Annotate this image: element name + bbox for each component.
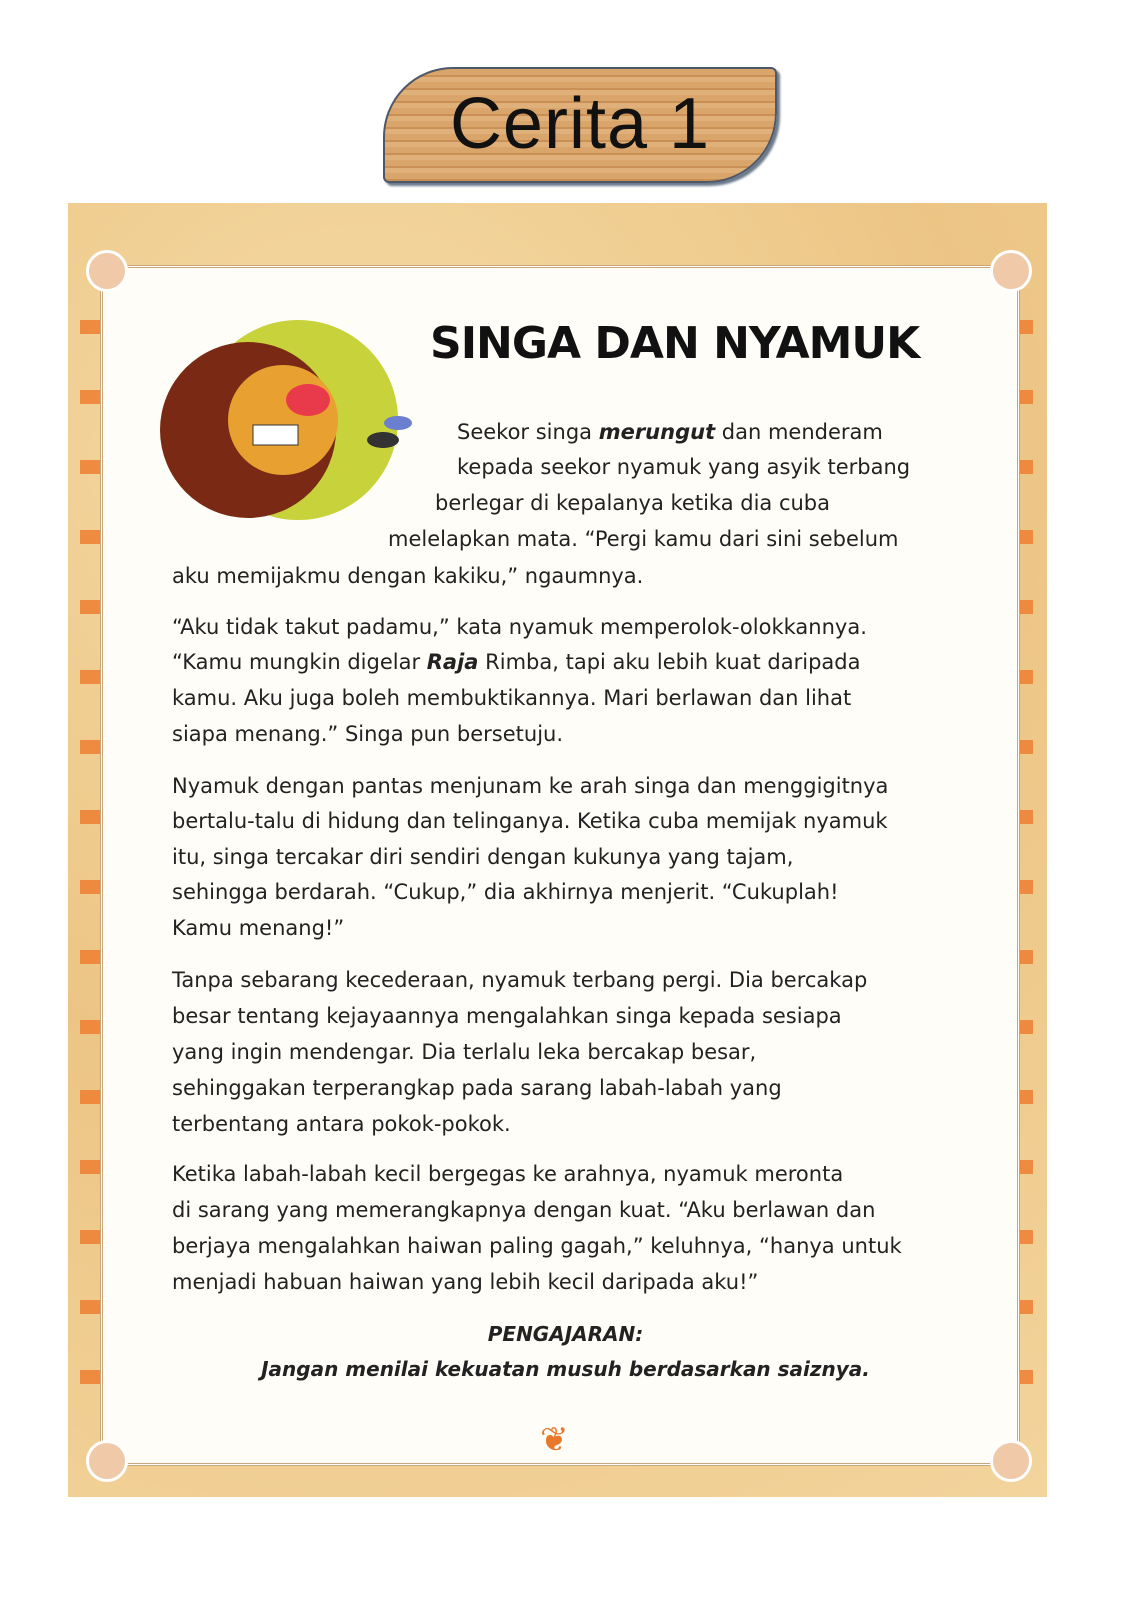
text-segment: berlegar di kepalanya ketika dia cuba bbox=[435, 491, 831, 515]
story-line bbox=[172, 880, 839, 904]
emphasis-word: Raja bbox=[426, 650, 479, 674]
story-line bbox=[172, 968, 867, 992]
text-segment: sehingga berdarah. “Cukup,” dia akhirnya menjerit. “Cukuplah! bbox=[172, 880, 839, 904]
story-line bbox=[172, 916, 344, 940]
corner-ornament bbox=[86, 1440, 128, 1482]
story-line bbox=[172, 650, 860, 674]
text-segment: Tanpa sebarang kecederaan, nyamuk terbang pergi. Dia bercakap bbox=[172, 968, 868, 992]
text-segment: Kamu menang!” bbox=[172, 916, 345, 940]
text-segment: Ketika labah-labah kecil bergegas ke arahnya, nyamuk meronta bbox=[172, 1162, 844, 1186]
text-segment: menjadi habuan haiwan yang lebih kecil daripada aku!” bbox=[172, 1270, 759, 1294]
text-segment: terbentang antara pokok-pokok. bbox=[172, 1112, 511, 1136]
story-line bbox=[172, 1270, 758, 1294]
corner-ornament bbox=[990, 1440, 1032, 1482]
text-segment: besar tentang kejayaannya mengalahkan singa kepada sesiapa bbox=[172, 1004, 842, 1028]
corner-ornament bbox=[990, 250, 1032, 292]
moral-text: Jangan menilai kekuatan musuh berdasarkan saiznya. bbox=[261, 1357, 870, 1381]
story-line bbox=[172, 1112, 511, 1136]
text-segment: di sarang yang memerangkapnya dengan kuat. “Aku berlawan dan bbox=[172, 1198, 876, 1222]
text-segment: kamu. Aku juga boleh membuktikannya. Mari berlawan dan lihat bbox=[172, 686, 852, 710]
story-line bbox=[457, 455, 910, 479]
story-line bbox=[172, 1234, 902, 1258]
text-segment: “Aku tidak takut padamu,” kata nyamuk memperolok-olokkannya. bbox=[172, 615, 867, 639]
lion-illustration bbox=[158, 305, 438, 555]
corner-ornament bbox=[86, 250, 128, 292]
story-line bbox=[388, 527, 899, 551]
story-line bbox=[172, 1076, 782, 1100]
text-segment: berjaya mengalahkan haiwan paling gagah,” keluhnya, “hanya untuk bbox=[172, 1234, 902, 1258]
text-segment: yang ingin mendengar. Dia terlalu leka bercakap besar, bbox=[172, 1040, 757, 1064]
story-number-tag bbox=[383, 67, 777, 183]
story-line bbox=[457, 420, 883, 444]
text-segment: sehinggakan terperangkap pada sarang labah-labah yang bbox=[172, 1076, 782, 1100]
story-line bbox=[172, 809, 888, 833]
moral-heading: PENGAJARAN: bbox=[487, 1322, 644, 1346]
story-line bbox=[172, 615, 867, 639]
story-line bbox=[172, 1162, 843, 1186]
text-segment: melelapkan mata. “Pergi kamu dari sini sebelum bbox=[388, 527, 899, 551]
story-line bbox=[172, 722, 563, 746]
text-segment: “Kamu mungkin digelar bbox=[172, 650, 427, 674]
text-segment: kepada seekor nyamuk yang asyik terbang bbox=[457, 455, 911, 479]
story-line bbox=[172, 564, 643, 588]
story-line bbox=[172, 1198, 875, 1222]
story-line bbox=[172, 774, 888, 798]
story-title: SINGA DAN NYAMUK bbox=[430, 318, 920, 369]
story-line bbox=[172, 845, 793, 869]
emphasis-word: merungut bbox=[598, 420, 716, 444]
bottom-ornament-icon: ❦ bbox=[540, 1420, 569, 1460]
text-segment: siapa menang.” Singa pun bersetuju. bbox=[172, 722, 564, 746]
story-line bbox=[435, 491, 830, 515]
text-segment: bertalu-talu di hidung dan telinganya. Ketika cuba memijak nyamuk bbox=[172, 809, 888, 833]
text-segment: Seekor singa bbox=[457, 420, 599, 444]
text-segment: Nyamuk dengan pantas menjunam ke arah singa dan menggigitnya bbox=[172, 774, 889, 798]
text-segment: aku memijakmu dengan kakiku,” ngaumnya. bbox=[172, 564, 644, 588]
story-line bbox=[172, 686, 851, 710]
story-line bbox=[172, 1040, 756, 1064]
story-line bbox=[172, 1004, 842, 1028]
text-segment: itu, singa tercakar diri sendiri dengan kukunya yang tajam, bbox=[172, 845, 794, 869]
text-segment: dan menderam bbox=[715, 420, 883, 444]
story-number: Cerita 1 bbox=[449, 84, 711, 164]
text-segment: Rimba, tapi aku lebih kuat daripada bbox=[478, 650, 861, 674]
